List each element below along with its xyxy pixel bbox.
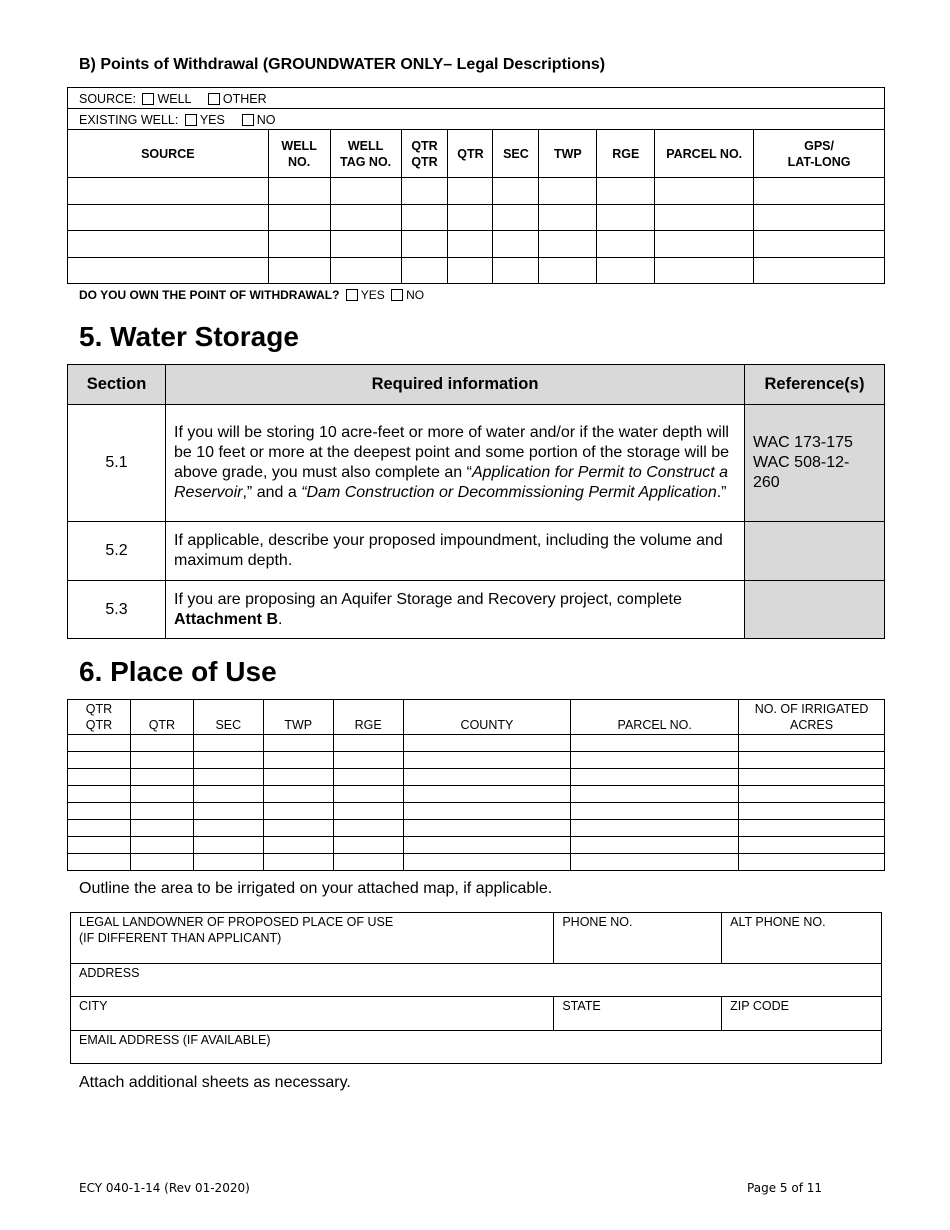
header-section: Section bbox=[68, 365, 166, 405]
column-header-text: ACRES bbox=[790, 718, 834, 732]
section-b-title: B) Points of Withdrawal (GROUNDWATER ONLY– Legal Descriptions) bbox=[79, 56, 606, 73]
entry-cell[interactable] bbox=[571, 735, 739, 752]
entry-cell[interactable] bbox=[68, 854, 131, 871]
column-header-text: PARCEL NO. bbox=[617, 718, 692, 732]
place-of-use-table bbox=[67, 699, 885, 871]
storage-section-number: 5.3 bbox=[68, 581, 166, 639]
col-source bbox=[68, 130, 269, 178]
col-twp bbox=[539, 130, 597, 178]
existing-no-checkbox[interactable] bbox=[242, 114, 254, 126]
entry-cell[interactable] bbox=[193, 769, 263, 786]
entry-cell[interactable] bbox=[401, 231, 448, 258]
entry-cell[interactable] bbox=[739, 837, 885, 854]
column-header-text: QTR bbox=[411, 138, 438, 153]
column-header-text: SEC bbox=[503, 146, 529, 161]
column-header-text: QTR bbox=[85, 718, 113, 732]
entry-cell[interactable] bbox=[268, 257, 330, 284]
column-header-text: RGE bbox=[354, 718, 382, 732]
storage-section-number: 5.1 bbox=[68, 405, 166, 522]
entry-cell[interactable] bbox=[739, 803, 885, 820]
entry-cell[interactable] bbox=[597, 178, 655, 205]
column-header-text: TAG NO. bbox=[339, 154, 392, 169]
own-no-checkbox[interactable] bbox=[391, 289, 403, 301]
city-field[interactable] bbox=[71, 997, 554, 1031]
entry-cell[interactable] bbox=[193, 837, 263, 854]
attachment-b-link: Attachment B bbox=[174, 610, 279, 628]
own-withdrawal-question bbox=[79, 288, 424, 302]
col-rge bbox=[333, 700, 403, 735]
entry-cell[interactable] bbox=[193, 735, 263, 752]
col-twp bbox=[263, 700, 333, 735]
entry-cell[interactable] bbox=[448, 257, 493, 284]
column-header-text: RGE bbox=[612, 146, 640, 161]
col-rge bbox=[597, 130, 655, 178]
entry-cell[interactable] bbox=[493, 178, 539, 205]
legal-landowner-label: LEGAL LANDOWNER OF PROPOSED PLACE OF USE bbox=[79, 915, 394, 929]
entry-cell[interactable] bbox=[68, 178, 269, 205]
entry-cell[interactable] bbox=[68, 786, 131, 803]
entry-cell[interactable] bbox=[493, 231, 539, 258]
own-no-label: NO bbox=[406, 288, 425, 302]
entry-cell[interactable] bbox=[403, 735, 571, 752]
entry-cell[interactable] bbox=[263, 854, 333, 871]
table-row bbox=[68, 178, 885, 205]
table-row bbox=[68, 854, 885, 871]
entry-cell[interactable] bbox=[655, 231, 754, 258]
phone-field[interactable] bbox=[554, 913, 722, 964]
entry-cell[interactable] bbox=[655, 204, 754, 231]
if-different-label: (IF DIFFERENT THAN APPLICANT) bbox=[79, 931, 282, 945]
storage-row-5-2 bbox=[68, 522, 885, 581]
entry-cell[interactable] bbox=[739, 769, 885, 786]
entry-cell[interactable] bbox=[539, 204, 597, 231]
entry-cell[interactable] bbox=[539, 178, 597, 205]
zip-label: ZIP CODE bbox=[730, 999, 789, 1013]
entry-cell[interactable] bbox=[754, 257, 885, 284]
table-row bbox=[68, 803, 885, 820]
entry-cell[interactable] bbox=[571, 820, 739, 837]
dam-application-name: “Dam Construction or Decommissioning Permit Application bbox=[301, 484, 717, 501]
entry-cell[interactable] bbox=[403, 820, 571, 837]
entry-cell[interactable] bbox=[739, 820, 885, 837]
col-well-tag-no bbox=[330, 130, 401, 178]
entry-cell[interactable] bbox=[130, 752, 193, 769]
outline-area-note: Outline the area to be irrigated on your attached map, if applicable. bbox=[79, 880, 553, 897]
entry-cell[interactable] bbox=[130, 854, 193, 871]
entry-cell[interactable] bbox=[597, 231, 655, 258]
table-row bbox=[68, 769, 885, 786]
storage-references bbox=[745, 405, 885, 522]
entry-cell[interactable] bbox=[571, 837, 739, 854]
column-header-text: NO. OF IRRIGATED bbox=[754, 702, 869, 716]
existing-yes-label: YES bbox=[199, 112, 225, 127]
entry-cell[interactable] bbox=[263, 820, 333, 837]
entry-cell[interactable] bbox=[401, 257, 448, 284]
info-text: . bbox=[278, 610, 283, 628]
column-header-text: PARCEL NO. bbox=[666, 146, 743, 161]
col-parcel-no bbox=[655, 130, 754, 178]
entry-cell[interactable] bbox=[68, 735, 131, 752]
entry-cell[interactable] bbox=[333, 786, 403, 803]
entry-cell[interactable] bbox=[68, 803, 131, 820]
entry-cell[interactable] bbox=[539, 257, 597, 284]
alt-phone-label: ALT PHONE NO. bbox=[730, 915, 826, 929]
entry-cell[interactable] bbox=[754, 204, 885, 231]
entry-cell[interactable] bbox=[403, 752, 571, 769]
entry-cell[interactable] bbox=[333, 735, 403, 752]
header-required-information: Required information bbox=[166, 365, 745, 405]
col-sec bbox=[493, 130, 539, 178]
column-header-text: QTR bbox=[148, 718, 176, 732]
alt-phone-field[interactable] bbox=[722, 913, 882, 964]
legal-landowner-field[interactable] bbox=[71, 913, 554, 964]
source-label: SOURCE: bbox=[79, 91, 136, 106]
existing-no-label: NO bbox=[256, 112, 276, 127]
state-field[interactable] bbox=[554, 997, 722, 1031]
entry-cell[interactable] bbox=[68, 752, 131, 769]
column-header-text: NO. bbox=[288, 154, 311, 169]
entry-cell[interactable] bbox=[268, 204, 330, 231]
info-text: If you will be storing 10 acre-feet or more of water and/or if the water depth will be 10 feet or more at the deepest point and some portion of the storage will be above grade, you must also complete an “ bbox=[174, 424, 730, 481]
entry-cell[interactable] bbox=[263, 769, 333, 786]
storage-references bbox=[745, 581, 885, 639]
existing-well-row bbox=[68, 109, 885, 130]
entry-cell[interactable] bbox=[739, 854, 885, 871]
table-row bbox=[68, 204, 885, 231]
entry-cell[interactable] bbox=[539, 231, 597, 258]
entry-cell[interactable] bbox=[597, 257, 655, 284]
col-irrigated-acres bbox=[739, 700, 885, 735]
entry-cell[interactable] bbox=[754, 231, 885, 258]
entry-cell[interactable] bbox=[333, 752, 403, 769]
address-label: ADDRESS bbox=[79, 966, 140, 980]
entry-cell[interactable] bbox=[330, 204, 401, 231]
entry-cell[interactable] bbox=[493, 257, 539, 284]
table-row bbox=[68, 786, 885, 803]
column-header-text: QTR bbox=[85, 702, 113, 716]
source-well-label: WELL bbox=[157, 91, 192, 106]
entry-cell[interactable] bbox=[655, 178, 754, 205]
entry-cell[interactable] bbox=[193, 803, 263, 820]
landowner-table bbox=[70, 912, 882, 1064]
column-header-text: SOURCE bbox=[141, 146, 195, 161]
info-text: If you are proposing an Aquifer Storage and Recovery project, complete bbox=[174, 590, 682, 608]
col-well-no bbox=[268, 130, 330, 178]
entry-cell[interactable] bbox=[68, 820, 131, 837]
entry-cell[interactable] bbox=[571, 786, 739, 803]
zip-field[interactable] bbox=[722, 997, 882, 1031]
state-label: STATE bbox=[562, 999, 601, 1013]
col-sec bbox=[193, 700, 263, 735]
existing-well-label: EXISTING WELL: bbox=[79, 112, 179, 127]
entry-cell[interactable] bbox=[130, 786, 193, 803]
entry-cell[interactable] bbox=[330, 231, 401, 258]
column-header-text: TWP bbox=[284, 718, 313, 732]
storage-row-5-1 bbox=[68, 405, 885, 522]
storage-info bbox=[166, 581, 745, 639]
entry-cell[interactable] bbox=[263, 837, 333, 854]
column-header-text: WELL bbox=[281, 138, 317, 153]
column-header-text: SEC bbox=[215, 718, 242, 732]
reservoir-application-name: Application for Permit to Construct a Reservoir bbox=[174, 464, 729, 501]
storage-references bbox=[745, 522, 885, 581]
entry-cell[interactable] bbox=[401, 204, 448, 231]
form-id: ECY 040-1-14 (Rev 01-2020) bbox=[79, 1181, 250, 1195]
entry-cell[interactable] bbox=[739, 752, 885, 769]
entry-cell[interactable] bbox=[401, 178, 448, 205]
entry-cell[interactable] bbox=[403, 769, 571, 786]
entry-cell[interactable] bbox=[130, 820, 193, 837]
entry-cell[interactable] bbox=[655, 257, 754, 284]
entry-cell[interactable] bbox=[571, 803, 739, 820]
entry-cell[interactable] bbox=[263, 735, 333, 752]
water-storage-title: 5. Water Storage bbox=[79, 321, 299, 352]
place-of-use-title: 6. Place of Use bbox=[79, 656, 277, 687]
city-label: CITY bbox=[79, 999, 108, 1013]
entry-cell[interactable] bbox=[571, 752, 739, 769]
entry-cell[interactable] bbox=[68, 231, 269, 258]
header-references: Reference(s) bbox=[745, 365, 885, 405]
col-gps-lat-long bbox=[754, 130, 885, 178]
entry-cell[interactable] bbox=[268, 178, 330, 205]
entry-cell[interactable] bbox=[193, 854, 263, 871]
entry-cell[interactable] bbox=[68, 257, 269, 284]
entry-cell[interactable] bbox=[130, 735, 193, 752]
own-question-text: DO YOU OWN THE POINT OF WITHDRAWAL? bbox=[79, 288, 340, 302]
table-row bbox=[68, 231, 885, 258]
entry-cell[interactable] bbox=[130, 837, 193, 854]
entry-cell[interactable] bbox=[268, 231, 330, 258]
entry-cell[interactable] bbox=[448, 178, 493, 205]
column-header-text: GPS/ bbox=[804, 138, 834, 153]
entry-cell[interactable] bbox=[333, 820, 403, 837]
entry-cell[interactable] bbox=[193, 786, 263, 803]
entry-cell[interactable] bbox=[193, 820, 263, 837]
source-other-label: OTHER bbox=[222, 91, 267, 106]
address-field[interactable] bbox=[71, 964, 882, 997]
reference-wac-173-175: WAC 173-175 bbox=[753, 434, 853, 451]
entry-cell[interactable] bbox=[68, 204, 269, 231]
entry-cell[interactable] bbox=[130, 803, 193, 820]
own-yes-label: YES bbox=[360, 288, 385, 302]
col-qtr-qtr bbox=[401, 130, 448, 178]
column-header-text: QTR bbox=[457, 146, 484, 161]
points-of-withdrawal-table bbox=[67, 87, 885, 284]
entry-cell[interactable] bbox=[493, 204, 539, 231]
entry-cell[interactable] bbox=[403, 837, 571, 854]
entry-cell[interactable] bbox=[448, 231, 493, 258]
entry-cell[interactable] bbox=[333, 769, 403, 786]
storage-info: If applicable, describe your proposed impoundment, including the volume and maximum depth. bbox=[166, 522, 745, 581]
storage-row-5-3 bbox=[68, 581, 885, 639]
reference-wac-508-12-260: WAC 508-12-260 bbox=[753, 454, 850, 491]
source-row bbox=[68, 88, 885, 109]
source-other-checkbox[interactable] bbox=[208, 93, 220, 105]
entry-cell[interactable] bbox=[403, 786, 571, 803]
own-yes-checkbox[interactable] bbox=[346, 289, 358, 301]
storage-section-number: 5.2 bbox=[68, 522, 166, 581]
entry-cell[interactable] bbox=[403, 854, 571, 871]
entry-cell[interactable] bbox=[571, 769, 739, 786]
table-row bbox=[68, 820, 885, 837]
entry-cell[interactable] bbox=[754, 178, 885, 205]
page-number: Page 5 of 11 bbox=[747, 1181, 822, 1195]
entry-cell[interactable] bbox=[263, 786, 333, 803]
entry-cell[interactable] bbox=[333, 803, 403, 820]
column-header-text: TWP bbox=[553, 146, 582, 161]
entry-cell[interactable] bbox=[333, 854, 403, 871]
storage-info bbox=[166, 405, 745, 522]
col-parcel-no bbox=[571, 700, 739, 735]
column-header-text: QTR bbox=[411, 154, 438, 169]
entry-cell[interactable] bbox=[739, 786, 885, 803]
table-row bbox=[68, 257, 885, 284]
entry-cell[interactable] bbox=[263, 752, 333, 769]
entry-cell[interactable] bbox=[739, 735, 885, 752]
entry-cell[interactable] bbox=[330, 178, 401, 205]
entry-cell[interactable] bbox=[448, 204, 493, 231]
entry-cell[interactable] bbox=[193, 752, 263, 769]
entry-cell[interactable] bbox=[403, 803, 571, 820]
entry-cell[interactable] bbox=[263, 803, 333, 820]
existing-yes-checkbox[interactable] bbox=[185, 114, 197, 126]
entry-cell[interactable] bbox=[333, 837, 403, 854]
email-field[interactable] bbox=[71, 1031, 882, 1064]
col-qtr bbox=[448, 130, 493, 178]
column-header-text: COUNTY bbox=[460, 718, 514, 732]
col-county bbox=[403, 700, 571, 735]
table-row bbox=[68, 752, 885, 769]
entry-cell[interactable] bbox=[130, 769, 193, 786]
col-qtr bbox=[130, 700, 193, 735]
entry-cell[interactable] bbox=[571, 854, 739, 871]
source-well-checkbox[interactable] bbox=[142, 93, 154, 105]
col-qtr-qtr bbox=[68, 700, 131, 735]
entry-cell[interactable] bbox=[68, 837, 131, 854]
entry-cell[interactable] bbox=[330, 257, 401, 284]
entry-cell[interactable] bbox=[68, 769, 131, 786]
column-header-text: LAT-LONG bbox=[787, 154, 851, 169]
email-label: EMAIL ADDRESS (IF AVAILABLE) bbox=[79, 1033, 271, 1047]
water-storage-table bbox=[67, 364, 885, 639]
info-text: ,” and a bbox=[242, 484, 302, 501]
table-row bbox=[68, 837, 885, 854]
column-header-text: WELL bbox=[347, 138, 384, 153]
phone-label: PHONE NO. bbox=[562, 915, 633, 929]
table-row bbox=[68, 735, 885, 752]
entry-cell[interactable] bbox=[597, 204, 655, 231]
info-text: .” bbox=[716, 484, 727, 501]
attach-sheets-note: Attach additional sheets as necessary. bbox=[79, 1074, 351, 1091]
